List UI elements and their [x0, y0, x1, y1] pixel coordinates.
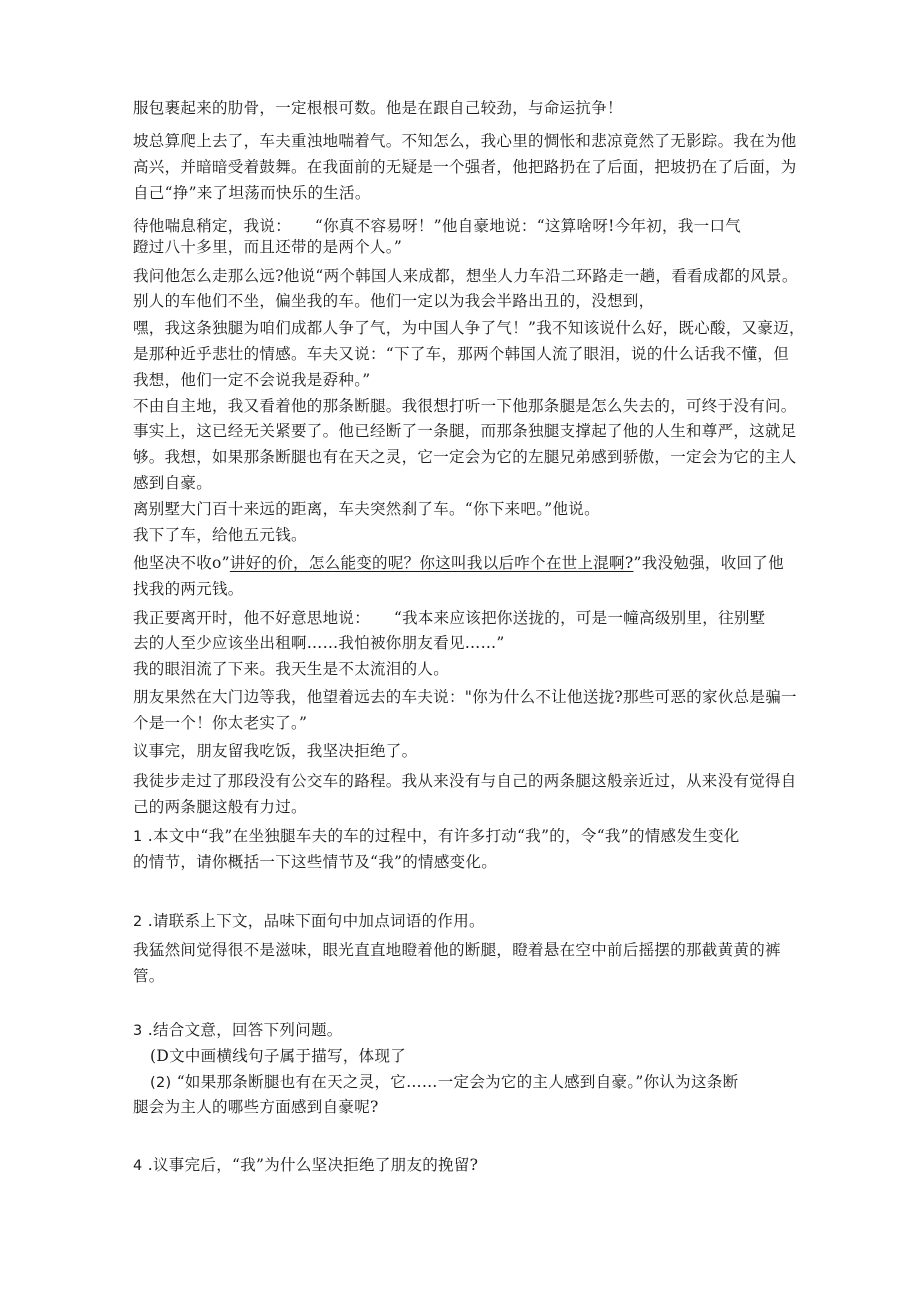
passage-line: 蹬过八十多里，而且还带的是两个人。” [133, 238, 403, 256]
passage-line: 我徒步走过了那段没有公交车的路程。我从来没有与自己的两条腿这般亲近过，从来没有觉得自 [133, 772, 797, 790]
question-number: 2 [133, 914, 143, 930]
passage-line: 够。我想，如果那条断腿也有在天之灵，它一定会为它的左腿兄弟感到骄傲，一定会为它的主人 [133, 448, 797, 466]
question-text: “如果那条断腿也有在天之灵，它……一定会为它的主人感到自豪。”你认为这条断 [176, 1073, 739, 1091]
passage-line: 朋友果然在大门边等我，他望着远去的车夫说："你为什么不让他送拢?那些可恶的家伙总是骗一 [133, 688, 797, 706]
passage-line: 我问他怎么走那么远?他说“两个韩国人来成都，想坐人力车沿二环路走一趟，看看成都的风景。 [133, 267, 798, 285]
passage-line: 服包裹起来的肋骨，一定根根可数。他是在跟自己较劲，与命运抗争！ [133, 99, 623, 117]
passage-line: 是那种近乎悲壮的情感。车夫又说：“下了车，那两个韩国人流了眼泪，说的什么话我不懂，但 [133, 345, 790, 363]
question-4 [133, 1155, 478, 1176]
question-number: 3 [133, 1023, 143, 1039]
passage-line: 议事完，朋友留我吃饭，我坚决拒绝了。 [133, 742, 418, 760]
passage-line: 坡总算爬上去了，车夫重浊地喘着气。不知怎么，我心里的惆怅和悲凉竟然了无影踪。我在为他 [133, 132, 797, 150]
passage-line: 待他喘息稍定，我说： “你真不容易呀！”他自豪地说：“这算啥呀!今年初，我一口气 [133, 217, 742, 235]
passage-line: 我的眼泪流了下来。我天生是不太流泪的人。 [133, 660, 450, 678]
question-3 [133, 1020, 343, 1041]
passage-text: ”我没勉强，收回了他 [633, 554, 784, 572]
question-text: .结合文意，回答下列问题。 [147, 1021, 343, 1039]
question-text: .议事完后，“我”为什么坚决拒绝了朋友的挽留? [147, 1156, 479, 1174]
passage-line-underlined-sentence [133, 553, 784, 573]
question-1 [133, 826, 740, 847]
passage-line: 高兴，并暗暗受着鼓舞。在我面前的无疑是一个强者，他把路扔在了后面，把坡扔在了后面，为 [133, 158, 797, 176]
question-number: (2) [150, 1075, 172, 1091]
sub-question-2 [150, 1072, 738, 1093]
passage-line: 感到自豪。 [133, 474, 213, 492]
passage-line: 个是一个！你太老实了。” [133, 714, 308, 732]
underlined-sentence: 讲好的价，怎么能变的呢？你这叫我以后咋个在世上混啊? [229, 554, 634, 572]
passage-text: 他坚决不收o” [133, 554, 230, 572]
question-line: 腿会为主人的哪些方面感到自豪呢? [133, 1098, 379, 1116]
passage-line: 找我的两元钱。 [133, 580, 244, 598]
question-line: 管。 [133, 967, 165, 985]
passage-line: 我想，他们一定不会说我是孬种。” [133, 371, 371, 389]
question-line: 的情节，请你概括一下这些情节及“我”的情感变化。 [133, 853, 498, 871]
question-line: 我猛然间觉得很不是滋味，眼光直直地瞪着他的断腿，瞪着悬在空中前后摇摆的那截黄黄的裤 [133, 941, 781, 959]
passage-line: 不由自主地，我又看着他的那条断腿。我很想打听一下他那条腿是怎么失去的，可终于没有问。 [133, 397, 797, 415]
passage-line: 己的两条腿这般有力过。 [133, 798, 307, 816]
sub-question-1: (D文中画横线句子属于描写，体现了 [150, 1047, 407, 1065]
passage-line: 去的人至少应该坐出租啊……我怕被你朋友看见……” [133, 634, 505, 652]
passage-line: 自己“挣”来了坦荡而快乐的生活。 [133, 184, 371, 202]
passage-line: 离别墅大门百十来远的距离，车夫突然刹了车。“你下来吧。”他说。 [133, 500, 600, 518]
question-2 [133, 911, 485, 932]
passage-line: 我正要离开时，他不好意思地说： “我本来应该把你送拢的，可是一幢高级别里，往别墅 [133, 609, 766, 627]
passage-line: 事实上，这已经无关紧要了。他已经断了一条腿，而那条独腿支撑起了他的人生和尊严，这就足 [133, 422, 797, 440]
question-number: 4 [133, 1158, 143, 1174]
question-text: .本文中“我”在坐独腿车夫的车的过程中，有许多打动“我”的，令“我”的情感发生变化 [147, 827, 740, 845]
question-number: 1 [133, 829, 143, 845]
passage-line: 嘿，我这条独腿为咱们成都人争了气，为中国人争了气！”我不知该说什么好，既心酸，又豪迈， [133, 319, 805, 337]
question-text: .请联系上下文，品味下面句中加点词语的作用。 [147, 912, 485, 930]
passage-line: 别人的车他们不坐，偏坐我的车。他们一定以为我会半路出丑的，没想到， [133, 292, 655, 310]
passage-line: 我下了车，给他五元钱。 [133, 526, 307, 544]
